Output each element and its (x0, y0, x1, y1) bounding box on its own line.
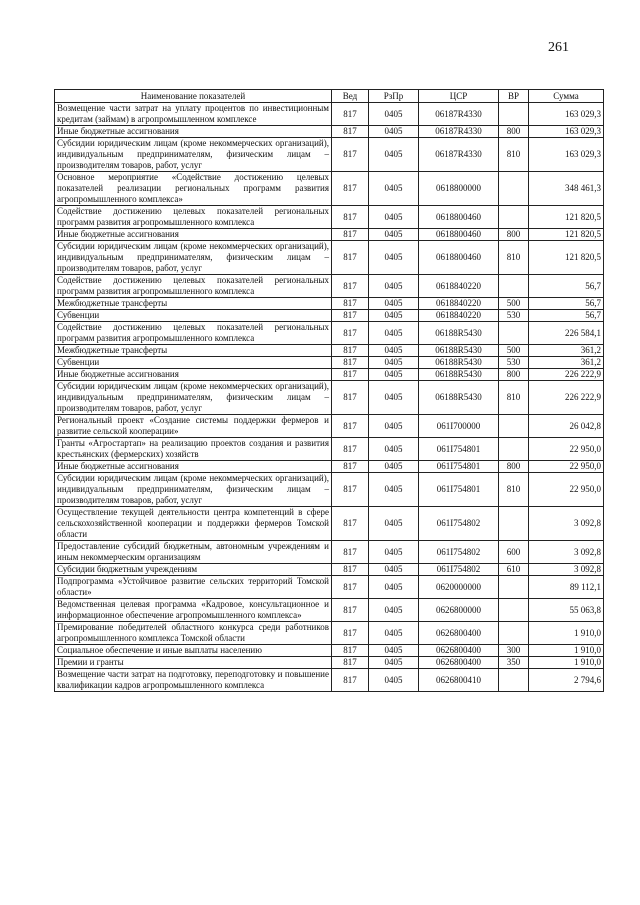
cell-csr: 061I754801 (419, 461, 499, 473)
cell-vr: 810 (499, 381, 529, 415)
table-row (55, 206, 604, 229)
cell-sum: 22 950,0 (529, 473, 604, 507)
cell-vr: 800 (499, 229, 529, 241)
cell-name: Межбюджетные трансферты (55, 345, 332, 357)
table-row (55, 369, 604, 381)
cell-name: Гранты «Агростартап» на реализацию проектов создания и развития крестьянских (фермерских) хозяйств (55, 438, 332, 461)
cell-rzpr: 0405 (369, 357, 419, 369)
cell-name: Иные бюджетные ассигнования (55, 461, 332, 473)
cell-sum: 1 910,0 (529, 622, 604, 645)
cell-name: Региональный проект «Создание системы поддержки фермеров и развитие сельской кооперации» (55, 415, 332, 438)
cell-name: Содействие достижению целевых показателей региональных программ развития агропромышленного комплекса (55, 206, 332, 229)
table-row (55, 229, 604, 241)
cell-name: Субсидии юридическим лицам (кроме некоммерческих организаций), индивидуальным предпринимателям, физическим лицам – производителям товаров, работ, услуг (55, 473, 332, 507)
cell-name: Содействие достижению целевых показателей региональных программ развития агропромышленного комплекса (55, 322, 332, 345)
table-row (55, 322, 604, 345)
cell-vr: 600 (499, 541, 529, 564)
cell-name: Предоставление субсидий бюджетным, автономным учреждениям и иным некоммерческим организациям (55, 541, 332, 564)
table-row (55, 473, 604, 507)
cell-ved: 817 (332, 138, 369, 172)
cell-ved: 817 (332, 645, 369, 657)
cell-sum: 89 112,1 (529, 576, 604, 599)
cell-csr: 0618840220 (419, 275, 499, 298)
cell-vr (499, 599, 529, 622)
cell-ved: 817 (332, 357, 369, 369)
cell-ved: 817 (332, 229, 369, 241)
cell-csr: 0618800460 (419, 229, 499, 241)
cell-vr: 800 (499, 126, 529, 138)
cell-sum: 26 042,8 (529, 415, 604, 438)
cell-name: Субвенции (55, 357, 332, 369)
cell-sum: 56,7 (529, 298, 604, 310)
table-row (55, 541, 604, 564)
cell-csr: 061I754802 (419, 564, 499, 576)
table-row (55, 241, 604, 275)
cell-csr: 06188R5430 (419, 322, 499, 345)
table-row (55, 357, 604, 369)
cell-sum: 56,7 (529, 275, 604, 298)
cell-csr: 06188R5430 (419, 381, 499, 415)
cell-sum: 22 950,0 (529, 438, 604, 461)
table-row (55, 645, 604, 657)
cell-vr (499, 103, 529, 126)
cell-rzpr: 0405 (369, 275, 419, 298)
table-row (55, 172, 604, 206)
cell-rzpr: 0405 (369, 381, 419, 415)
cell-vr (499, 576, 529, 599)
cell-name: Премии и гранты (55, 657, 332, 669)
cell-rzpr: 0405 (369, 241, 419, 275)
cell-name: Иные бюджетные ассигнования (55, 369, 332, 381)
cell-vr: 810 (499, 473, 529, 507)
cell-sum: 361,2 (529, 345, 604, 357)
cell-vr (499, 206, 529, 229)
cell-ved: 817 (332, 241, 369, 275)
page-number: 261 (548, 40, 569, 55)
cell-name: Субсидии юридическим лицам (кроме некоммерческих организаций), индивидуальным предпринимателям, физическим лицам – производителям товаров, работ, услуг (55, 241, 332, 275)
cell-vr: 350 (499, 657, 529, 669)
cell-rzpr: 0405 (369, 576, 419, 599)
cell-sum: 121 820,5 (529, 206, 604, 229)
cell-ved: 817 (332, 622, 369, 645)
cell-name: Возмещение части затрат на подготовку, переподготовку и повышение квалификации кадров агропромышленного комплекса (55, 669, 332, 692)
cell-rzpr: 0405 (369, 657, 419, 669)
cell-vr: 800 (499, 369, 529, 381)
header-csr: ЦСР (419, 90, 499, 103)
cell-csr: 06187R4330 (419, 126, 499, 138)
cell-vr (499, 669, 529, 692)
cell-ved: 817 (332, 369, 369, 381)
cell-name: Основное мероприятие «Содействие достижению целевых показателей реализации региональных программ развития агропромышленного комплекса» (55, 172, 332, 206)
cell-vr (499, 275, 529, 298)
cell-sum: 2 794,6 (529, 669, 604, 692)
cell-vr: 810 (499, 138, 529, 172)
cell-ved: 817 (332, 172, 369, 206)
cell-csr: 06187R4330 (419, 138, 499, 172)
cell-vr: 530 (499, 357, 529, 369)
cell-csr: 061I754802 (419, 507, 499, 541)
cell-csr: 0618800460 (419, 241, 499, 275)
table-row (55, 310, 604, 322)
table-row (55, 103, 604, 126)
cell-rzpr: 0405 (369, 461, 419, 473)
cell-csr: 0618840220 (419, 310, 499, 322)
table-row (55, 507, 604, 541)
header-name: Наименование показателей (55, 90, 332, 103)
cell-rzpr: 0405 (369, 172, 419, 206)
cell-ved: 817 (332, 507, 369, 541)
cell-ved: 817 (332, 541, 369, 564)
table-header-row (55, 90, 604, 103)
cell-ved: 817 (332, 473, 369, 507)
cell-vr: 500 (499, 345, 529, 357)
cell-ved: 817 (332, 461, 369, 473)
cell-vr: 500 (499, 298, 529, 310)
cell-csr: 0618800460 (419, 206, 499, 229)
cell-rzpr: 0405 (369, 599, 419, 622)
table-row (55, 461, 604, 473)
table-row (55, 669, 604, 692)
cell-sum: 121 820,5 (529, 241, 604, 275)
cell-ved: 817 (332, 381, 369, 415)
cell-rzpr: 0405 (369, 473, 419, 507)
cell-rzpr: 0405 (369, 345, 419, 357)
cell-sum: 3 092,8 (529, 564, 604, 576)
budget-table (54, 89, 604, 692)
cell-rzpr: 0405 (369, 438, 419, 461)
cell-rzpr: 0405 (369, 138, 419, 172)
cell-rzpr: 0405 (369, 310, 419, 322)
table-row (55, 622, 604, 645)
table-row (55, 275, 604, 298)
cell-csr: 06188R5430 (419, 357, 499, 369)
cell-name: Осуществление текущей деятельности центра компетенций в сфере сельскохозяйственной кооперации и поддержки фермеров Томской области (55, 507, 332, 541)
cell-ved: 817 (332, 415, 369, 438)
cell-sum: 163 029,3 (529, 126, 604, 138)
cell-sum: 121 820,5 (529, 229, 604, 241)
cell-csr: 061I754801 (419, 473, 499, 507)
table-row (55, 345, 604, 357)
cell-ved: 817 (332, 103, 369, 126)
table-row (55, 576, 604, 599)
cell-csr: 0626800410 (419, 669, 499, 692)
cell-name: Ведомственная целевая программа «Кадровое, консультационное и информационное обеспечение агропромышленного комплекса» (55, 599, 332, 622)
cell-csr: 06187R4330 (419, 103, 499, 126)
cell-sum: 3 092,8 (529, 541, 604, 564)
cell-vr: 800 (499, 461, 529, 473)
cell-csr: 061I700000 (419, 415, 499, 438)
cell-csr: 0626800000 (419, 599, 499, 622)
cell-csr: 061I754801 (419, 438, 499, 461)
cell-ved: 817 (332, 599, 369, 622)
cell-vr: 530 (499, 310, 529, 322)
cell-ved: 817 (332, 322, 369, 345)
cell-csr: 0626800400 (419, 622, 499, 645)
cell-csr: 0618840220 (419, 298, 499, 310)
table-row (55, 298, 604, 310)
table-row (55, 564, 604, 576)
cell-csr: 0626800400 (419, 645, 499, 657)
cell-rzpr: 0405 (369, 415, 419, 438)
cell-sum: 1 910,0 (529, 657, 604, 669)
cell-csr: 06188R5430 (419, 345, 499, 357)
table-row (55, 438, 604, 461)
cell-vr (499, 415, 529, 438)
cell-sum: 361,2 (529, 357, 604, 369)
cell-sum: 56,7 (529, 310, 604, 322)
cell-name: Иные бюджетные ассигнования (55, 126, 332, 138)
cell-sum: 163 029,3 (529, 138, 604, 172)
cell-name: Премирование победителей областного конкурса среди работников агропромышленного комплекса Томской области (55, 622, 332, 645)
cell-ved: 817 (332, 576, 369, 599)
cell-sum: 226 584,1 (529, 322, 604, 345)
table-row (55, 599, 604, 622)
cell-sum: 55 063,8 (529, 599, 604, 622)
table-row (55, 126, 604, 138)
cell-rzpr: 0405 (369, 322, 419, 345)
cell-ved: 817 (332, 275, 369, 298)
cell-name: Межбюджетные трансферты (55, 298, 332, 310)
cell-ved: 817 (332, 310, 369, 322)
table-row (55, 657, 604, 669)
cell-ved: 817 (332, 206, 369, 229)
cell-rzpr: 0405 (369, 298, 419, 310)
cell-sum: 3 092,8 (529, 507, 604, 541)
cell-rzpr: 0405 (369, 103, 419, 126)
cell-rzpr: 0405 (369, 126, 419, 138)
cell-csr: 0620000000 (419, 576, 499, 599)
cell-rzpr: 0405 (369, 541, 419, 564)
cell-sum: 348 461,3 (529, 172, 604, 206)
cell-ved: 817 (332, 298, 369, 310)
cell-sum: 1 910,0 (529, 645, 604, 657)
cell-name: Субсидии юридическим лицам (кроме некоммерческих организаций), индивидуальным предпринимателям, физическим лицам – производителям товаров, работ, услуг (55, 381, 332, 415)
cell-csr: 061I754802 (419, 541, 499, 564)
cell-sum: 22 950,0 (529, 461, 604, 473)
cell-rzpr: 0405 (369, 369, 419, 381)
header-rzpr: РзПр (369, 90, 419, 103)
cell-vr: 810 (499, 241, 529, 275)
cell-name: Субвенции (55, 310, 332, 322)
cell-rzpr: 0405 (369, 229, 419, 241)
cell-name: Субсидии бюджетным учреждениям (55, 564, 332, 576)
cell-vr (499, 438, 529, 461)
cell-ved: 817 (332, 345, 369, 357)
cell-name: Иные бюджетные ассигнования (55, 229, 332, 241)
cell-name: Содействие достижению целевых показателей региональных программ развития агропромышленного комплекса (55, 275, 332, 298)
cell-vr: 300 (499, 645, 529, 657)
cell-rzpr: 0405 (369, 206, 419, 229)
cell-name: Социальное обеспечение и иные выплаты населению (55, 645, 332, 657)
cell-vr (499, 507, 529, 541)
header-ved: Вед (332, 90, 369, 103)
cell-ved: 817 (332, 564, 369, 576)
cell-csr: 0626800400 (419, 657, 499, 669)
cell-sum: 226 222,9 (529, 369, 604, 381)
cell-rzpr: 0405 (369, 507, 419, 541)
cell-rzpr: 0405 (369, 645, 419, 657)
cell-rzpr: 0405 (369, 564, 419, 576)
cell-vr: 610 (499, 564, 529, 576)
cell-name: Возмещение части затрат на уплату процентов по инвестиционным кредитам (займам) в агропромышленном комплексе (55, 103, 332, 126)
table-row (55, 381, 604, 415)
cell-vr (499, 322, 529, 345)
header-vr: ВР (499, 90, 529, 103)
table-row (55, 415, 604, 438)
cell-csr: 0618800000 (419, 172, 499, 206)
cell-sum: 226 222,9 (529, 381, 604, 415)
cell-rzpr: 0405 (369, 622, 419, 645)
cell-ved: 817 (332, 126, 369, 138)
cell-vr (499, 622, 529, 645)
cell-name: Субсидии юридическим лицам (кроме некоммерческих организаций), индивидуальным предпринимателям, физическим лицам – производителям товаров, работ, услуг (55, 138, 332, 172)
cell-sum: 163 029,3 (529, 103, 604, 126)
table-row (55, 138, 604, 172)
cell-vr (499, 172, 529, 206)
cell-ved: 817 (332, 669, 369, 692)
header-sum: Сумма (529, 90, 604, 103)
cell-name: Подпрограмма «Устойчивое развитие сельских территорий Томской области» (55, 576, 332, 599)
cell-ved: 817 (332, 657, 369, 669)
cell-ved: 817 (332, 438, 369, 461)
cell-rzpr: 0405 (369, 669, 419, 692)
cell-csr: 06188R5430 (419, 369, 499, 381)
